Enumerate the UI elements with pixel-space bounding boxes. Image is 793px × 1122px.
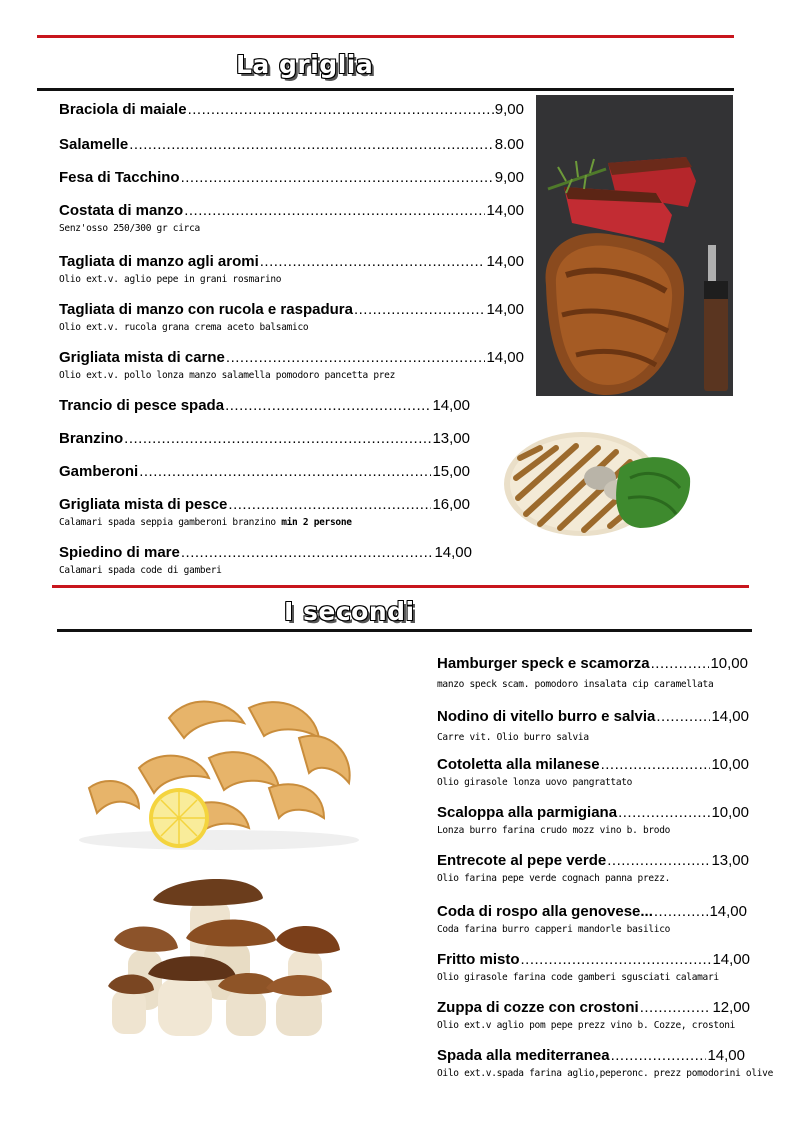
menu-item [437,903,747,936]
menu-item [437,852,749,885]
item-name: Entrecote al pepe verde [437,852,607,869]
item-description: Oilo ext.v.spada farina aglio,peperonc. prezz pomodorini olive [437,1068,774,1079]
item-name: Costata di manzo [59,202,184,219]
item-name: Tagliata di manzo con rucola e raspadura [59,301,353,318]
item-description: Calamari spada code di gamberi [59,565,222,576]
item-name: Fritto misto [437,951,520,968]
item-description: Senz'osso 250/300 gr circa [59,223,200,234]
item-name: Branzino [59,430,124,447]
item-price: 14,00 [711,708,749,725]
item-description: Coda farina burro capperi mandorle basilico [437,924,671,935]
menu-item [59,463,470,481]
menu-item [437,951,750,984]
item-name: Coda di rospo alla genovese... [437,903,653,920]
menu-item [59,544,472,577]
item-price: 10,00 [710,655,748,672]
item-name: Hamburger speck e scamorza [437,655,650,672]
menu-item [59,496,470,529]
item-description: Olio ext.v. pollo lonza manzo salamella pomodoro pancetta prez [59,370,396,381]
menu-item [59,169,524,187]
item-description: Carre vit. Olio burro salvia [437,732,589,743]
item-price: 16,00 [432,496,470,513]
item-description: manzo speck scam. pomodoro insalata cip caramellata [437,679,714,690]
menu-item [59,397,470,415]
item-description: Calamari spada seppia gamberoni branzino min 2 persone [59,517,352,528]
top-red-rule [37,35,734,38]
menu-item [59,301,524,334]
menu-item [59,101,524,119]
item-name: Cotoletta alla milanese [437,756,600,773]
item-description: Olio ext.v aglio pom pepe prezz vino b. Cozze, crostoni [437,1020,736,1031]
item-description: Olio girasole farina code gamberi sgusciati calamari [437,972,719,983]
item-name: Zuppa di cozze con crostoni [437,999,639,1016]
item-name: Tagliata di manzo agli aromi [59,253,259,270]
item-price: 12,00 [712,999,750,1016]
menu-item [437,756,749,789]
item-price: 14,00 [434,544,472,561]
item-name: Spiedino di mare [59,544,180,561]
item-price: 13,00 [432,430,470,447]
item-name: Gamberoni [59,463,139,480]
secondi-black-rule [57,629,752,632]
steak-photo [536,95,733,396]
item-price: 14,00 [712,951,750,968]
item-price: 14,00 [432,397,470,414]
menu-item [59,253,524,286]
item-price: 8.00 [494,136,524,153]
item-price: 10,00 [711,804,749,821]
menu-item [59,202,524,235]
item-description: Lonza burro farina crudo mozz vino b. brodo [437,825,671,836]
item-description: Olio girasole lonza uovo pangrattato [437,777,633,788]
item-price: 9,00 [494,101,524,118]
menu-item [59,349,524,382]
menu-item [59,136,524,154]
item-description: Olio farina pepe verde cognach panna prezz. [437,873,671,884]
item-price: 9,00 [494,169,524,186]
item-price: 13,00 [711,852,749,869]
item-price: 14,00 [486,202,524,219]
item-description: Olio ext.v. aglio pepe in grani rosmarino [59,274,282,285]
item-price: 10,00 [711,756,749,773]
menu-item [59,430,470,448]
item-price: 14,00 [486,349,524,366]
item-description: Olio ext.v. rucola grana crema aceto balsamico [59,322,309,333]
menu-item [437,708,749,744]
item-name: Scaloppa alla parmigiana [437,804,618,821]
item-price: 14,00 [486,253,524,270]
item-name: Grigliata mista di pesce [59,496,228,513]
menu-item [437,999,750,1032]
item-name: Salamelle [59,136,129,153]
menu-item [437,1047,774,1080]
item-name: Braciola di maiale [59,101,187,118]
fried-shrimp-photo [69,678,370,853]
item-price: 14,00 [707,1047,745,1064]
menu-item [437,655,748,691]
item-name: Trancio di pesce spada [59,397,225,414]
item-name: Fesa di Tacchino [59,169,180,186]
secondi-red-rule [52,585,749,588]
secondi-title: I secondi [284,597,415,626]
min-persons-note: min 2 persone [281,517,352,528]
item-price: 14,00 [486,301,524,318]
griglia-title: La griglia [236,50,374,79]
item-price: 14,00 [709,903,747,920]
mushrooms-photo [108,870,344,1038]
item-name: Spada alla mediterranea [437,1047,610,1064]
item-price: 15,00 [432,463,470,480]
swordfish-photo [500,418,692,548]
item-name: Nodino di vitello burro e salvia [437,708,656,725]
griglia-black-rule [37,88,734,91]
menu-item [437,804,749,837]
item-name: Grigliata mista di carne [59,349,225,366]
